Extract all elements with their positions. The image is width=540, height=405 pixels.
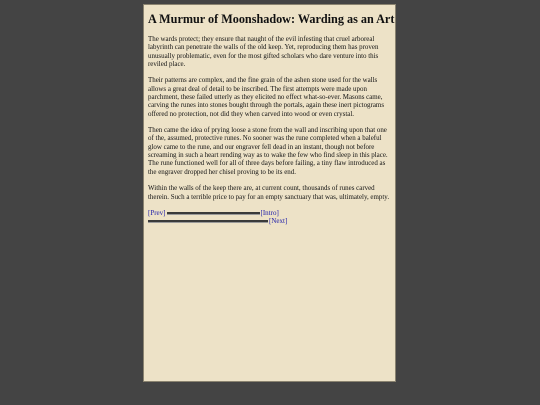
page-navigation (148, 209, 391, 226)
page-title: A Murmur of Moonshadow: Warding as an Art (148, 12, 395, 26)
paragraph-4: Within the walls of the keep there are, at current count, thousands of runes carved therein. Such a terrible price to pay for an empty sanctuary that was, ultimately, empty. (148, 184, 390, 201)
document-page (143, 4, 396, 382)
paragraph-2: Their patterns are complex, and the fine grain of the ashen stone used for the walls allows a great deal of detail to be inscribed. The first attempts were made upon parchment, these failed utterly as they elicited no effect what-so-ever. Masons came, carving the runes into stones bought through the portals, again these inert pictograms offered no protection, not did they when carved into wood or even crystal. (148, 76, 385, 118)
next-link[interactable]: [Next] (269, 217, 288, 226)
nav-row-bottom (148, 217, 391, 226)
paragraph-3: Then came the idea of prying loose a stone from the wall and inscribing upon that one of the, assumed, protective runes. No sooner was the rune completed when a baleful glow came to the rune, and our engraver fell dead in an instant, though not before screaming in such a heart rending way as to wake the few who find sleep in this place. The rune functioned well for all of three days before failing, a tiny flaw introduced as the engraver dropped her chisel proving to be its end. (148, 126, 388, 176)
nav-divider (148, 220, 268, 223)
prev-link[interactable]: [Prev] (148, 208, 166, 217)
nav-divider (167, 212, 260, 215)
paragraph-1: The wards protect; they ensure that naught of the evil infesting that cruel arboreal labyrinth can penetrate the walls of the old keep. Yet, reproducing them has proven unusually problematic, even for the most gifted scholars who dare venture into this reviled place. (148, 35, 379, 69)
nav-row-top (148, 209, 391, 218)
intro-link[interactable]: [Intro] (260, 208, 279, 217)
